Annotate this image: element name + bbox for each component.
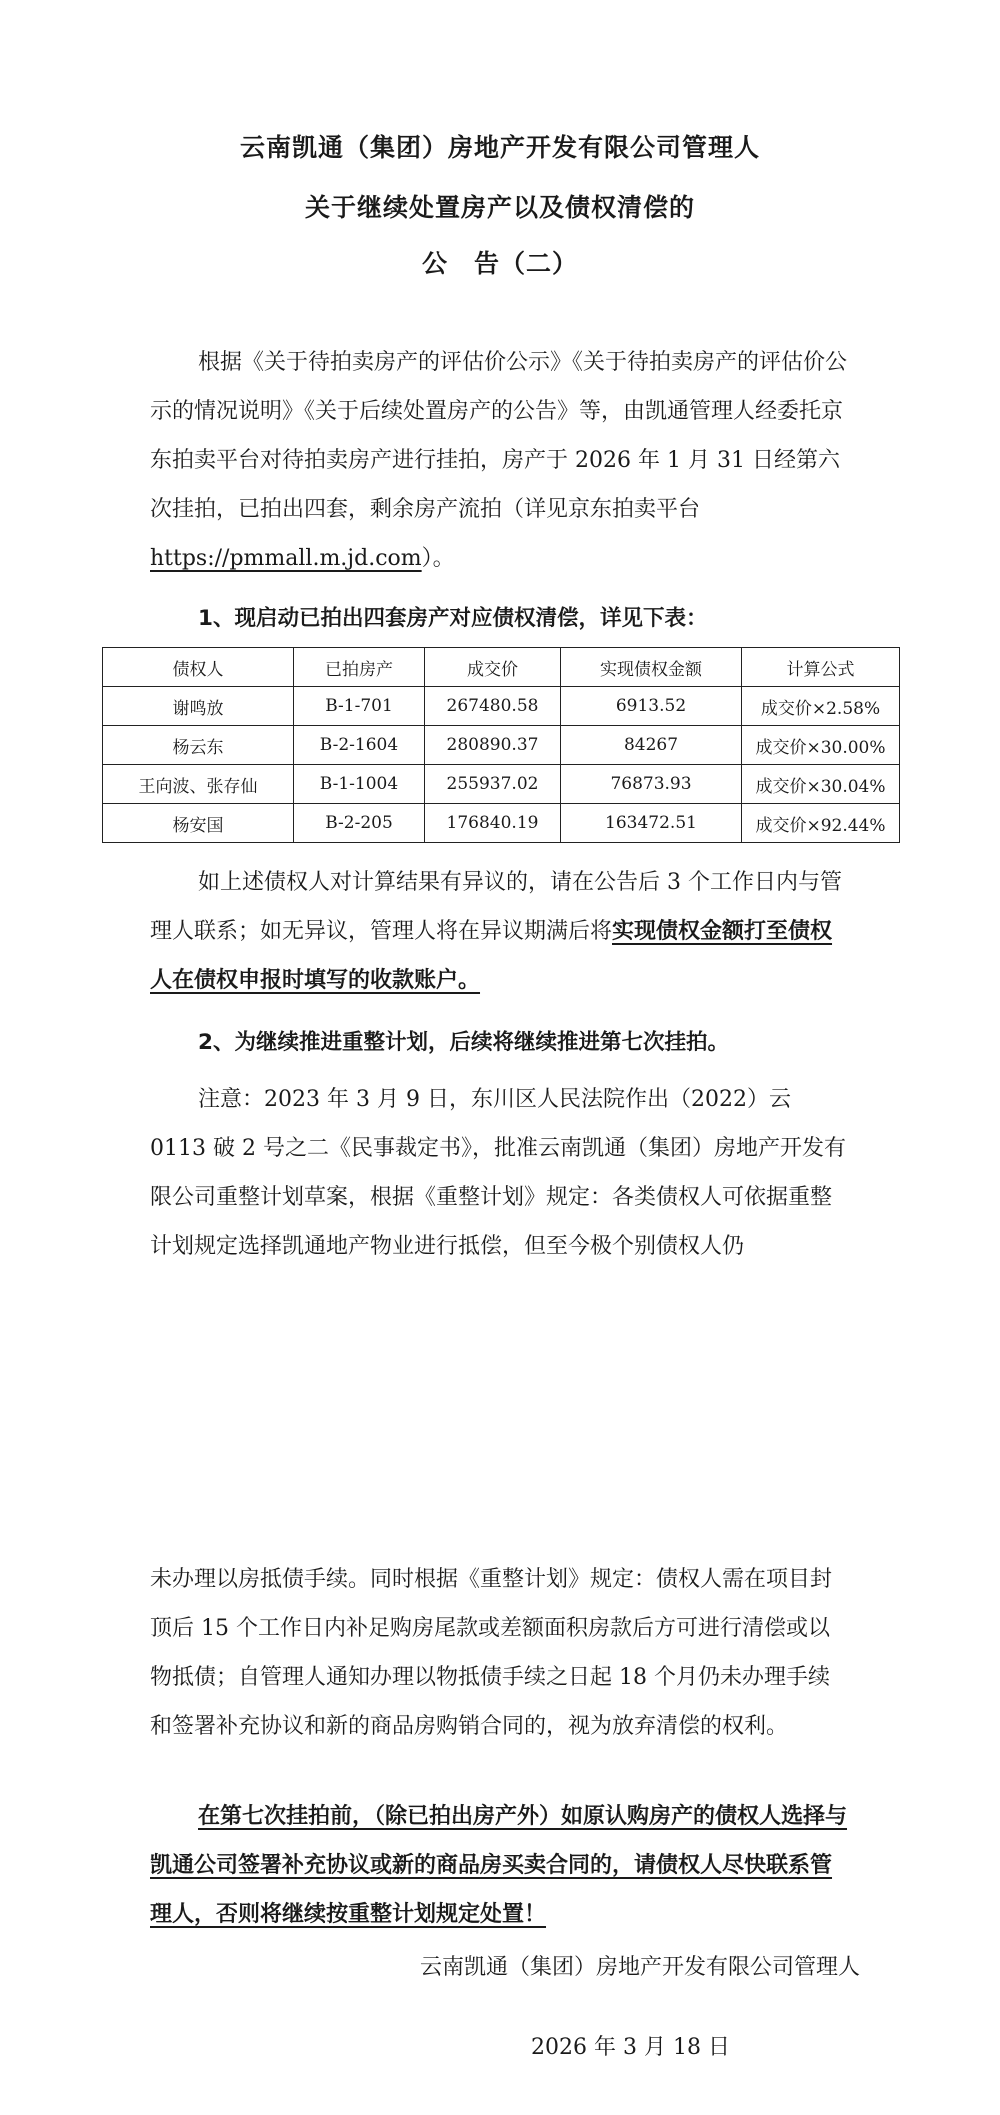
signature-organization: 云南凯通（集团）房地产开发有限公司管理人 [419,1955,860,1980]
section2-heading: 2、为继续推进重整计划，后续将继续推进第七次挂拍。 [198,1030,729,1055]
table-row [103,687,900,726]
notice-paragraph-part2: 未办理以房抵债手续。同时根据《重整计划》规定：债权人需在项目封顶后 15 个工作日内补足购房尾款或差额面积房款后方可进行清偿或以物抵债；自管理人通知办理以物抵债手续之日起 18 个月仍未办理手续和签署补充协议和新的商品房购销合同的，视为放弃清偿的权利。 [150,1567,833,1739]
cell-formula: 成交价×92.44% [742,804,900,843]
cell-formula: 成交价×30.00% [742,726,900,765]
cell-creditor: 王向波、张存仙 [103,765,294,804]
cell-creditor: 谢鸣放 [103,687,294,726]
cell-creditor: 杨云东 [103,726,294,765]
notice-paragraph-part1: 注意：2023 年 3 月 9 日，东川区人民法院作出（2022）云 0113 破 2 号之二《民事裁定书》，批准云南凯通（集团）房地产开发有限公司重整计划草案，根据《重整计划》规定：各类债权人可依据重整计划规定选择凯通地产物业进行抵偿，但至今极个别债权人仍 [150,1087,846,1259]
title-line-1: 云南凯通（集团）房地产开发有限公司管理人 [239,133,760,162]
table-header-row [103,648,900,687]
cell-property: B-2-205 [294,804,425,843]
cell-realized-amount: 163472.51 [561,804,742,843]
title-line-3: 公 告（二） [421,249,578,278]
col-header-formula: 计算公式 [742,648,900,687]
col-header-realized-amount: 实现债权金额 [561,648,742,687]
col-header-creditor: 债权人 [103,648,294,687]
cell-realized-amount: 76873.93 [561,765,742,804]
cell-price: 267480.58 [425,687,561,726]
intro-text-a: 根据《关于待拍卖房产的评估价公示》《关于待拍卖房产的评估价公示的情况说明》《关于后续处置房产的公告》等，由凯通管理人经委托京东拍卖平台对待拍卖房产进行挂拍，房产于 2026 年 1 月 31 日经第六次挂拍，已拍出四套，剩余房产流拍（详见京东拍卖平台 [150,350,848,522]
cell-realized-amount: 6913.52 [561,687,742,726]
cell-property: B-1-1004 [294,765,425,804]
cell-formula: 成交价×2.58% [742,687,900,726]
col-header-price: 成交价 [425,648,561,687]
cell-property: B-2-1604 [294,726,425,765]
col-header-property: 已拍房产 [294,648,425,687]
objection-text: 如上述债权人对计算结果有异议的，请在公告后 3 个工作日内与管理人联系；如无异议，管理人将在异议期满后将 [150,870,842,944]
signature-date: 2026 年 3 月 18 日 [531,2035,730,2060]
cell-creditor: 杨安国 [103,804,294,843]
claims-table [102,647,900,843]
cell-price: 280890.37 [425,726,561,765]
final-notice-text: 在第七次挂拍前，（除已拍出房产外）如原认购房产的债权人选择与凯通公司签署补充协议或新的商品房买卖合同的，请债权人尽快联系管理人，否则将继续按重整计划规定处置！ [150,1804,848,1927]
cell-realized-amount: 84267 [561,726,742,765]
intro-paragraph [150,338,850,583]
cell-price: 176840.19 [425,804,561,843]
auction-link[interactable]: https://pmmall.m.jd.com [150,546,422,571]
cell-property: B-1-701 [294,687,425,726]
cell-price: 255937.02 [425,765,561,804]
section1-heading: 1、现启动已拍出四套房产对应债权清偿，详见下表： [198,606,708,631]
intro-text-b: ）。 [421,546,455,571]
table-row [103,765,900,804]
objection-underlined-text: 实现债权金额打至债权人在债权申报时填写的收款账户。 [150,919,833,993]
cell-formula: 成交价×30.04% [742,765,900,804]
title-line-2: 关于继续处置房产以及债权清偿的 [304,193,695,222]
final-notice-paragraph [150,1792,850,1939]
table-row [103,804,900,843]
table-row [103,726,900,765]
objection-paragraph [150,858,850,1005]
